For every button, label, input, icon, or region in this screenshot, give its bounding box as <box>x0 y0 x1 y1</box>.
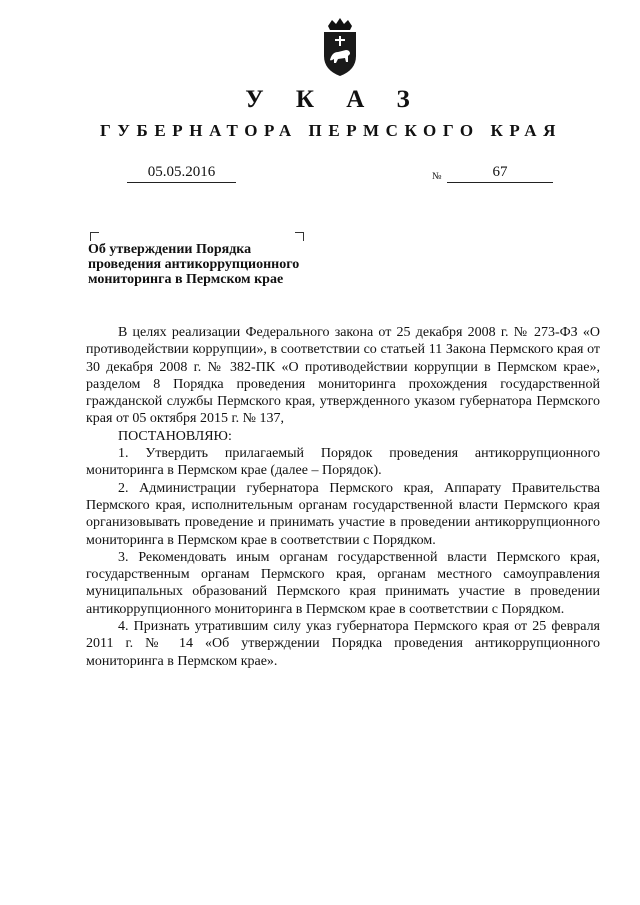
decree-item: 1. Утвердить прилагаемый Порядок проведения антикоррупционного мониторинга в Пермском крае (далее – Порядок). <box>86 446 600 479</box>
heading-bracket-left <box>90 232 99 241</box>
heading-line: проведения антикоррупционного <box>88 257 300 272</box>
document-heading <box>88 242 328 287</box>
heading-line: Об утверждении Порядка <box>88 242 252 257</box>
perm-krai-coat-of-arms-icon <box>318 16 362 78</box>
document-body <box>86 324 600 670</box>
heading-bracket-right <box>295 232 304 241</box>
preamble-paragraph: В целях реализации Федерального закона от 25 декабря 2008 г. № 273-ФЗ «О противодействии коррупции», в соответствии со статьей 11 Закона Пермского края от 30 декабря 2008 г. № 382-ПК «О противодействии коррупции в Пермском крае», разделом 8 Порядка проведения мониторинга прохождения государственной гражданской службы Пермского края, утвержденного указом губернатора Пермского края от 05 октября 2015 г. № 137, <box>86 325 600 427</box>
number-sign: № <box>432 171 442 182</box>
decree-item: 3. Рекомендовать иным органам государственной власти Пермского края, государственным органам Пермского края, органам местного самоуправления муниципальных образований Пермского края принимать участие в проведении антикоррупционного мониторинга в Пермском крае в соответствии с Порядком. <box>86 549 600 617</box>
decree-number: 67 <box>447 162 553 183</box>
decree-item: 2. Администрации губернатора Пермского края, Аппарату Правительства Пермского края, исполнительным органам государственной власти Пермского края организовывать проведение и принимать участие в проведении антикоррупционного мониторинга в Пермском крае в соответствии с Порядком. <box>86 480 600 548</box>
decree-word: ПОСТАНОВЛЯЮ: <box>118 428 232 444</box>
decree-item: 4. Признать утратившим силу указ губернатора Пермского края от 25 февраля 2011 г. № 14 «Об утверждении Порядка проведения антикоррупционного мониторинга в Пермском крае». <box>86 619 600 669</box>
heading-line: мониторинга в Пермском крае <box>88 272 284 287</box>
decree-title: У К А З <box>245 86 423 113</box>
decree-date: 05.05.2016 <box>127 162 236 183</box>
issuer-subtitle: ГУБЕРНАТОРА ПЕРМСКОГО КРАЯ <box>100 121 562 140</box>
